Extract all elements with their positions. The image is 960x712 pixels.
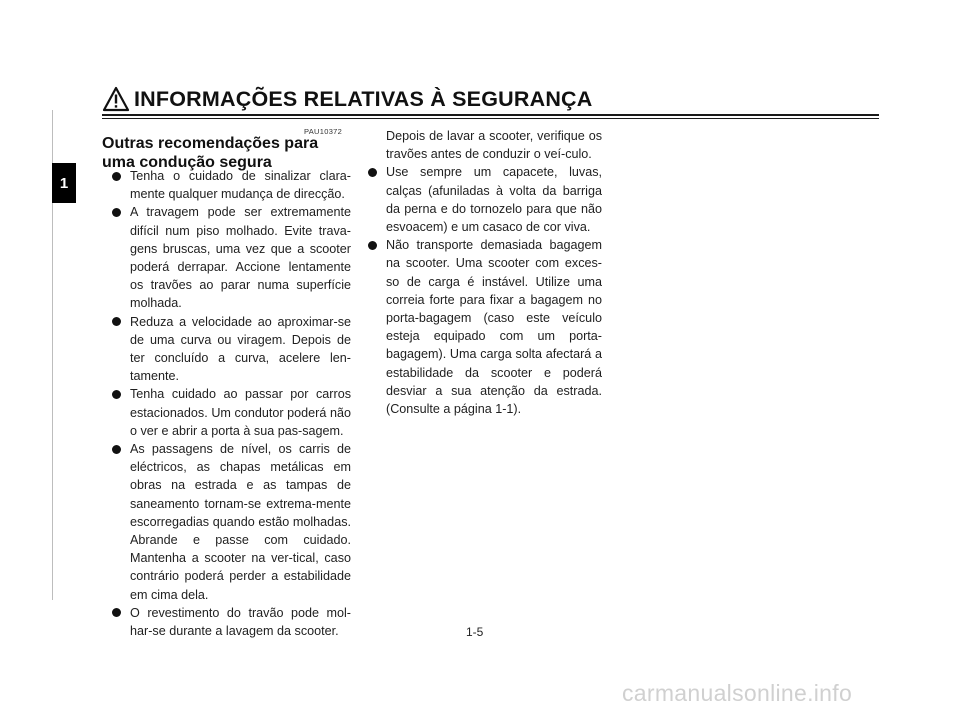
bullet-icon <box>112 390 121 399</box>
header-rule <box>102 114 879 116</box>
right-column <box>368 127 602 418</box>
bullet-icon <box>368 241 377 250</box>
bullet-icon <box>368 168 377 177</box>
bullet-icon <box>112 208 121 217</box>
warning-triangle-icon <box>102 86 130 112</box>
list-item: Use sempre um capacete, luvas, calças (afuniladas à volta da barriga da perna e do tornozelo para que não esvoacem) e um casaco de cor viva. <box>368 163 602 236</box>
bullet-icon <box>112 608 121 617</box>
list-item: Tenha cuidado ao passar por carros estacionados. Um condutor poderá não o ver e abrir a porta à sua pas-sagem. <box>102 385 351 440</box>
bullet-icon <box>112 445 121 454</box>
header-rule-thin <box>102 118 879 119</box>
list-item: A travagem pode ser extremamente difícil num piso molhado. Evite trava-gens bruscas, uma vez que a scooter poderá derrapar. Accione lentamente os travões ao parar numa superfície molhada. <box>102 203 351 312</box>
list-item: Tenha o cuidado de sinalizar clara-mente qualquer mudança de direcção. <box>102 167 351 203</box>
list-item: Reduza a velocidade ao aproximar-se de uma curva ou viragem. Depois de ter concluído a curva, acelere len-tamente. <box>102 313 351 386</box>
left-column <box>102 167 351 640</box>
list-item: O revestimento do travão pode mol-har-se durante a lavagem da scooter. <box>102 604 351 640</box>
section-heading: Outras recomendações para uma condução segura <box>102 135 319 171</box>
chapter-tab: 1 <box>52 163 76 203</box>
page-header <box>102 84 593 114</box>
page-number: 1-5 <box>466 625 484 639</box>
header-title: INFORMAÇÕES RELATIVAS À SEGURANÇA <box>134 86 593 111</box>
list-item: As passagens de nível, os carris de eléctricos, as chapas metálicas em obras na estrada e as tampas de saneamento tornam-se extrema-mente escorregadias quando estão molhadas. Abrande e passe com cuidado. Mantenha a scooter na ver-tical, caso contrário poderá perder a estabilidade em cima dela. <box>102 440 351 604</box>
list-item: Não transporte demasiada bagagem na scooter. Uma scooter com exces-so de carga é instável. Utilize uma correia forte para fixar a bagagem no porta-bagagem (caso este veículo esteja equipado com um porta-bagagem). Uma carga solta afectará a estabilidade da scooter e poderá desviar a sua atenção da estrada. (Consulte a página 1-1). <box>368 236 602 418</box>
continued-text: Depois de lavar a scooter, verifique os travões antes de conduzir o veí-culo. <box>386 129 602 162</box>
bullet-icon <box>112 317 121 326</box>
section-code: PAU10372 <box>304 127 343 136</box>
watermark: carmanualsonline.info <box>622 680 853 706</box>
bullet-icon <box>112 172 121 181</box>
